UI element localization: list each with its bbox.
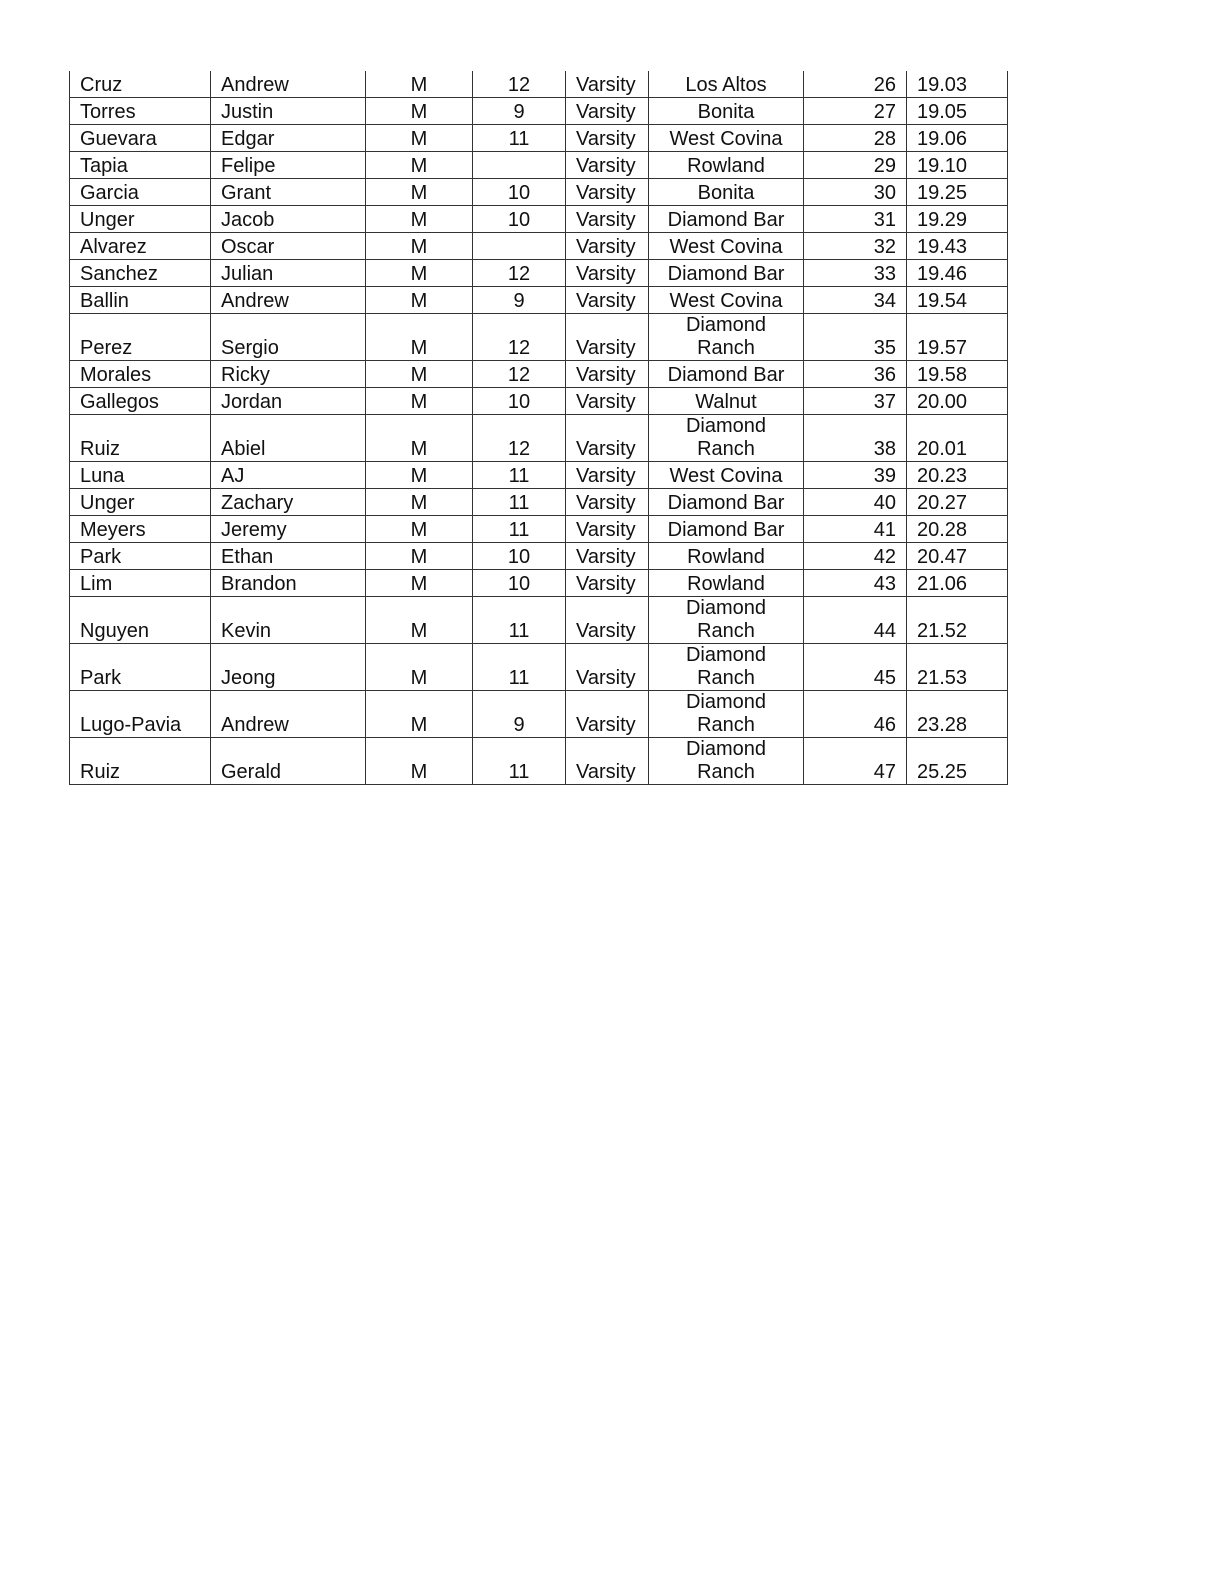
grade-cell: 9 [473, 98, 566, 125]
school-cell: Diamond Ranch [649, 738, 804, 785]
sex-cell: M [366, 233, 473, 260]
division-cell: Varsity [566, 462, 649, 489]
school-cell: Rowland [649, 570, 804, 597]
last-name-cell: Ruiz [70, 415, 211, 462]
school-cell: Bonita [649, 179, 804, 206]
first-name-cell: Grant [211, 179, 366, 206]
table-row [70, 287, 1008, 314]
school-cell: Diamond Bar [649, 516, 804, 543]
sex-cell: M [366, 516, 473, 543]
sex-cell: M [366, 691, 473, 738]
time-cell: 23.28 [907, 691, 1008, 738]
division-cell: Varsity [566, 206, 649, 233]
first-name-cell: Justin [211, 98, 366, 125]
place-cell: 32 [804, 233, 907, 260]
division-cell: Varsity [566, 543, 649, 570]
table-row [70, 260, 1008, 287]
sex-cell: M [366, 644, 473, 691]
time-cell: 19.57 [907, 314, 1008, 361]
last-name-cell: Tapia [70, 152, 211, 179]
first-name-cell: Jeremy [211, 516, 366, 543]
sex-cell: M [366, 98, 473, 125]
place-cell: 35 [804, 314, 907, 361]
first-name-cell: Kevin [211, 597, 366, 644]
school-cell: Diamond Bar [649, 206, 804, 233]
place-cell: 44 [804, 597, 907, 644]
time-cell: 19.58 [907, 361, 1008, 388]
last-name-cell: Park [70, 543, 211, 570]
school-cell: Rowland [649, 543, 804, 570]
last-name-cell: Cruz [70, 71, 211, 98]
first-name-cell: Felipe [211, 152, 366, 179]
first-name-cell: Brandon [211, 570, 366, 597]
school-cell: Diamond Ranch [649, 691, 804, 738]
table-row [70, 206, 1008, 233]
division-cell: Varsity [566, 738, 649, 785]
grade-cell: 11 [473, 644, 566, 691]
division-cell: Varsity [566, 415, 649, 462]
place-cell: 29 [804, 152, 907, 179]
grade-cell: 10 [473, 388, 566, 415]
time-cell: 19.10 [907, 152, 1008, 179]
division-cell: Varsity [566, 179, 649, 206]
last-name-cell: Guevara [70, 125, 211, 152]
place-cell: 40 [804, 489, 907, 516]
place-cell: 33 [804, 260, 907, 287]
grade-cell: 10 [473, 543, 566, 570]
division-cell: Varsity [566, 152, 649, 179]
results-table-body [70, 71, 1008, 785]
table-row [70, 98, 1008, 125]
time-cell: 20.27 [907, 489, 1008, 516]
grade-cell: 12 [473, 260, 566, 287]
time-cell: 21.52 [907, 597, 1008, 644]
table-row [70, 152, 1008, 179]
table-row [70, 179, 1008, 206]
division-cell: Varsity [566, 388, 649, 415]
sex-cell: M [366, 388, 473, 415]
division-cell: Varsity [566, 570, 649, 597]
first-name-cell: Andrew [211, 691, 366, 738]
school-cell: Bonita [649, 98, 804, 125]
first-name-cell: Ricky [211, 361, 366, 388]
division-cell: Varsity [566, 361, 649, 388]
time-cell: 20.28 [907, 516, 1008, 543]
division-cell: Varsity [566, 233, 649, 260]
last-name-cell: Unger [70, 206, 211, 233]
table-row [70, 361, 1008, 388]
place-cell: 43 [804, 570, 907, 597]
first-name-cell: Gerald [211, 738, 366, 785]
sex-cell: M [366, 543, 473, 570]
place-cell: 26 [804, 71, 907, 98]
grade-cell: 11 [473, 738, 566, 785]
last-name-cell: Ruiz [70, 738, 211, 785]
division-cell: Varsity [566, 597, 649, 644]
sex-cell: M [366, 415, 473, 462]
table-row [70, 388, 1008, 415]
division-cell: Varsity [566, 644, 649, 691]
last-name-cell: Gallegos [70, 388, 211, 415]
first-name-cell: Sergio [211, 314, 366, 361]
last-name-cell: Unger [70, 489, 211, 516]
grade-cell: 11 [473, 516, 566, 543]
first-name-cell: AJ [211, 462, 366, 489]
table-row [70, 516, 1008, 543]
place-cell: 47 [804, 738, 907, 785]
place-cell: 30 [804, 179, 907, 206]
results-table [69, 71, 1008, 785]
first-name-cell: Zachary [211, 489, 366, 516]
last-name-cell: Sanchez [70, 260, 211, 287]
school-cell: Diamond Bar [649, 489, 804, 516]
time-cell: 19.46 [907, 260, 1008, 287]
first-name-cell: Julian [211, 260, 366, 287]
last-name-cell: Morales [70, 361, 211, 388]
place-cell: 34 [804, 287, 907, 314]
last-name-cell: Nguyen [70, 597, 211, 644]
grade-cell: 11 [473, 489, 566, 516]
sex-cell: M [366, 314, 473, 361]
table-row [70, 233, 1008, 260]
time-cell: 19.54 [907, 287, 1008, 314]
division-cell: Varsity [566, 516, 649, 543]
last-name-cell: Luna [70, 462, 211, 489]
first-name-cell: Jordan [211, 388, 366, 415]
school-cell: Diamond Bar [649, 260, 804, 287]
school-cell: Diamond Ranch [649, 415, 804, 462]
sex-cell: M [366, 597, 473, 644]
grade-cell: 12 [473, 314, 566, 361]
time-cell: 19.06 [907, 125, 1008, 152]
place-cell: 38 [804, 415, 907, 462]
time-cell: 20.01 [907, 415, 1008, 462]
school-cell: West Covina [649, 125, 804, 152]
place-cell: 39 [804, 462, 907, 489]
school-cell: Diamond Ranch [649, 314, 804, 361]
time-cell: 19.43 [907, 233, 1008, 260]
last-name-cell: Lugo-Pavia [70, 691, 211, 738]
table-row [70, 125, 1008, 152]
division-cell: Varsity [566, 314, 649, 361]
division-cell: Varsity [566, 260, 649, 287]
grade-cell: 12 [473, 71, 566, 98]
last-name-cell: Meyers [70, 516, 211, 543]
grade-cell: 10 [473, 179, 566, 206]
table-row [70, 543, 1008, 570]
sex-cell: M [366, 71, 473, 98]
first-name-cell: Jeong [211, 644, 366, 691]
first-name-cell: Andrew [211, 71, 366, 98]
time-cell: 20.47 [907, 543, 1008, 570]
division-cell: Varsity [566, 691, 649, 738]
table-row [70, 415, 1008, 462]
table-row [70, 489, 1008, 516]
school-cell: Walnut [649, 388, 804, 415]
table-row [70, 570, 1008, 597]
last-name-cell: Perez [70, 314, 211, 361]
last-name-cell: Alvarez [70, 233, 211, 260]
time-cell: 19.25 [907, 179, 1008, 206]
sex-cell: M [366, 125, 473, 152]
grade-cell: 11 [473, 462, 566, 489]
grade-cell: 12 [473, 361, 566, 388]
table-row [70, 738, 1008, 785]
division-cell: Varsity [566, 98, 649, 125]
division-cell: Varsity [566, 287, 649, 314]
grade-cell: 11 [473, 125, 566, 152]
place-cell: 46 [804, 691, 907, 738]
school-cell: West Covina [649, 287, 804, 314]
place-cell: 42 [804, 543, 907, 570]
table-row [70, 691, 1008, 738]
grade-cell: 9 [473, 691, 566, 738]
grade-cell: 9 [473, 287, 566, 314]
time-cell: 20.23 [907, 462, 1008, 489]
school-cell: West Covina [649, 233, 804, 260]
last-name-cell: Ballin [70, 287, 211, 314]
time-cell: 19.05 [907, 98, 1008, 125]
first-name-cell: Oscar [211, 233, 366, 260]
school-cell: Diamond Ranch [649, 644, 804, 691]
first-name-cell: Jacob [211, 206, 366, 233]
grade-cell [473, 233, 566, 260]
time-cell: 20.00 [907, 388, 1008, 415]
grade-cell: 12 [473, 415, 566, 462]
division-cell: Varsity [566, 125, 649, 152]
table-row [70, 597, 1008, 644]
division-cell: Varsity [566, 71, 649, 98]
first-name-cell: Abiel [211, 415, 366, 462]
time-cell: 21.06 [907, 570, 1008, 597]
division-cell: Varsity [566, 489, 649, 516]
place-cell: 27 [804, 98, 907, 125]
school-cell: Diamond Bar [649, 361, 804, 388]
last-name-cell: Garcia [70, 179, 211, 206]
sex-cell: M [366, 570, 473, 597]
grade-cell: 10 [473, 206, 566, 233]
time-cell: 19.03 [907, 71, 1008, 98]
grade-cell [473, 152, 566, 179]
last-name-cell: Lim [70, 570, 211, 597]
place-cell: 45 [804, 644, 907, 691]
sex-cell: M [366, 152, 473, 179]
school-cell: Los Altos [649, 71, 804, 98]
last-name-cell: Torres [70, 98, 211, 125]
table-row [70, 71, 1008, 98]
time-cell: 21.53 [907, 644, 1008, 691]
place-cell: 36 [804, 361, 907, 388]
sex-cell: M [366, 287, 473, 314]
table-row [70, 644, 1008, 691]
sex-cell: M [366, 206, 473, 233]
sex-cell: M [366, 462, 473, 489]
sex-cell: M [366, 361, 473, 388]
table-row [70, 314, 1008, 361]
sex-cell: M [366, 738, 473, 785]
place-cell: 31 [804, 206, 907, 233]
first-name-cell: Ethan [211, 543, 366, 570]
time-cell: 19.29 [907, 206, 1008, 233]
place-cell: 41 [804, 516, 907, 543]
school-cell: Diamond Ranch [649, 597, 804, 644]
sex-cell: M [366, 260, 473, 287]
first-name-cell: Edgar [211, 125, 366, 152]
school-cell: Rowland [649, 152, 804, 179]
grade-cell: 10 [473, 570, 566, 597]
place-cell: 37 [804, 388, 907, 415]
table-row [70, 462, 1008, 489]
school-cell: West Covina [649, 462, 804, 489]
sex-cell: M [366, 489, 473, 516]
time-cell: 25.25 [907, 738, 1008, 785]
sex-cell: M [366, 179, 473, 206]
place-cell: 28 [804, 125, 907, 152]
grade-cell: 11 [473, 597, 566, 644]
first-name-cell: Andrew [211, 287, 366, 314]
last-name-cell: Park [70, 644, 211, 691]
